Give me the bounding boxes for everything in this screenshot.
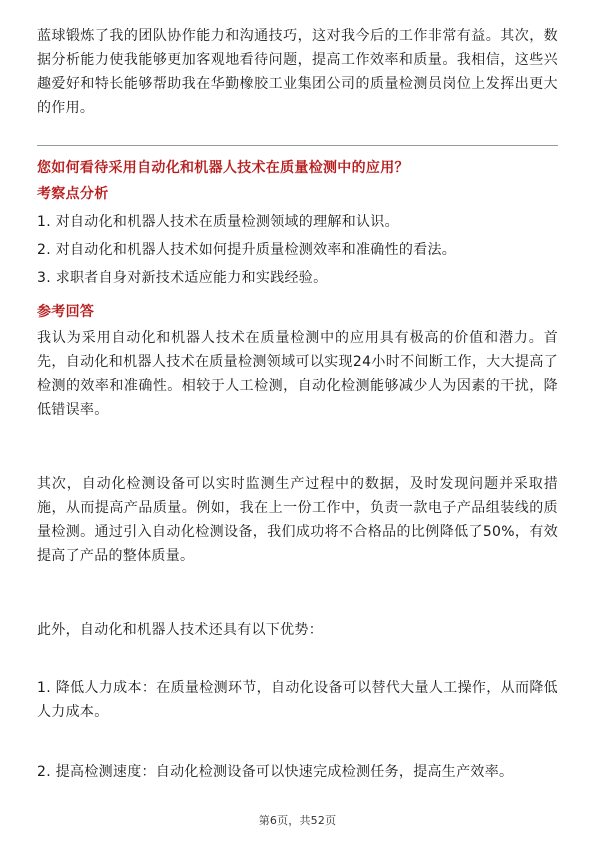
analysis-item-3: 3. 求职者自身对新技术适应能力和实践经验。 <box>37 270 328 286</box>
answer-paragraph-2: 其次，自动化检测设备可以实时监测生产过程中的数据，及时发现问题并采取措施，从而提高产品质量。例如，我在上一份工作中，负责一款电子产品组装线的质量检测。通过引入自动化检测设备，我们成功将不合格品的比例降低了50%，有效提高了产品的整体质量。 <box>37 476 558 564</box>
answer-paragraph-1: 我认为采用自动化和机器人技术在质量检测中的应用具有极高的价值和潜力。首先，自动化和机器人技术在质量检测领域可以实现24小时不间断工作，大大提高了检测的效率和准确性。相较于人工检测，自动化检测能够减少人为因素的干扰，降低错误率。 <box>37 330 558 418</box>
answer-paragraph-5: 2. 提高检测速度：自动化检测设备可以快速完成检测任务，提高生产效率。 <box>37 764 514 780</box>
analysis-item-2: 2. 对自动化和机器人技术如何提升质量检测效率和准确性的看法。 <box>37 242 457 258</box>
analysis-item-1: 1. 对自动化和机器人技术在质量检测领域的理解和认识。 <box>37 214 399 230</box>
question-title: 您如何看待采用自动化和机器人技术在质量检测中的应用？ <box>37 160 409 176</box>
page-number: 第6页，共52页 <box>258 814 337 827</box>
section-divider <box>37 145 558 146</box>
answer-heading: 参考回答 <box>37 304 95 320</box>
analysis-heading: 考察点分析 <box>37 186 109 202</box>
answer-paragraph-3: 此外，自动化和机器人技术还具有以下优势： <box>37 622 323 638</box>
answer-paragraph-4: 1. 降低人力成本：在质量检测环节，自动化设备可以替代大量人工操作，从而降低人力成本。 <box>37 680 558 720</box>
intro-paragraph: 蓝球锻炼了我的团队协作能力和沟通技巧，这对我今后的工作非常有益。其次，数据分析能力使我能够更加客观地看待问题，提高工作效率和质量。我相信，这些兴趣爱好和特长能够帮助我在华勤橡胶工业集团公司的质量检测员岗位上发挥出更大的作用。 <box>37 28 558 116</box>
